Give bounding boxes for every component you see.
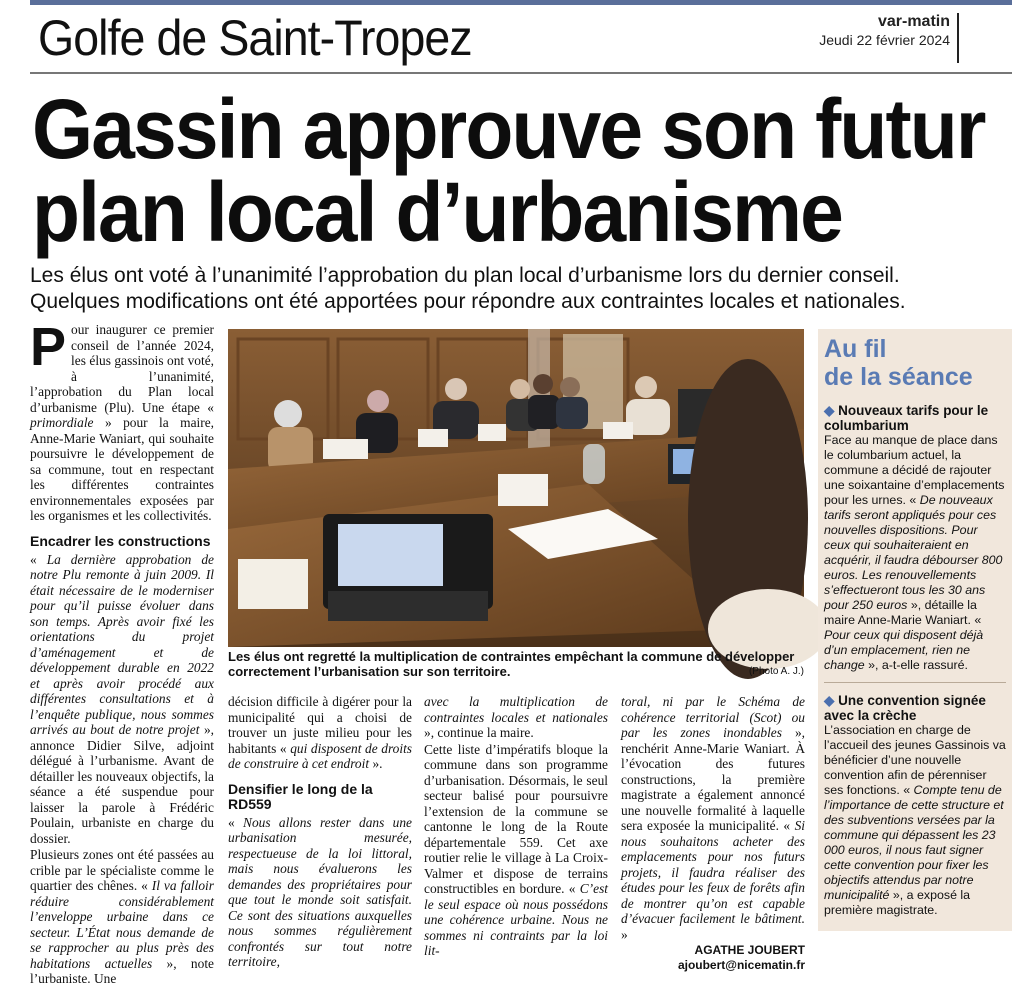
subhead-densifier: Densifier le long de la RD559: [228, 780, 373, 812]
sidebar-item-1-quote-2: Pour ceux qui disposent déjà d’un emplacement, rien ne change: [824, 628, 984, 672]
top-color-bar: [30, 0, 1012, 5]
photo-caption: [228, 649, 804, 679]
headline-line-1: Gassin approuve son futur: [32, 82, 985, 176]
intro-quote: primordiale: [30, 415, 94, 430]
masthead-divider: [957, 13, 959, 63]
author-name: AGATHE JOUBERT: [694, 943, 805, 957]
column-3-paragraph-1: [424, 694, 608, 741]
council-photo: [228, 329, 804, 647]
article-column-4: [621, 694, 805, 973]
column-4-quote: toral, ni par le Schéma de cohérence territorial (Scot) ou par les zones inondables: [621, 694, 805, 740]
headline: [32, 82, 985, 259]
diamond-bullet-icon: ◆: [824, 403, 835, 418]
sidebar-item-1-text-end: », détaille la maire Anne-Marie Waniart. «: [824, 598, 982, 627]
standfirst: [30, 263, 1010, 315]
sidebar-item-1-heading: Nouveaux tarifs pour le columbarium: [824, 403, 989, 433]
brand-name: var-matin: [877, 13, 950, 30]
drop-cap: P: [30, 317, 67, 377]
column-3-text-2: Cette liste d’impératifs bloque la commune dans son programme d’urbanisation. Désormais, le seul secteur balisé pour poursuivre l’extension de la commune se cantonne le long de la Route départementale 559. Cet axe routier relie le village à La Croix-Valmer et dispose de terrains constructibles en bordure. «: [424, 741, 608, 896]
standfirst-line-2: Quelques modifications ont été apportées pour répondre aux contraintes locales et nationales.: [30, 290, 906, 313]
paragraph-3: [30, 847, 214, 987]
paragraph-3-end: », note l’urbaniste. Une: [30, 955, 214, 986]
article-column-3: [424, 694, 608, 960]
intro-paragraph: [30, 317, 214, 524]
sidebar-item-2-quote: Compte tenu de l’importance de cette structure et des subventions versées par la commune qui dépassent les 23 000 euros, il nous faut signer cette convention pour fixer les objectifs attendus par notre municipalité: [824, 783, 1004, 902]
column-2-text-end: ».: [372, 756, 383, 771]
diamond-bullet-icon: ◆: [824, 693, 835, 708]
sidebar-item-creche-text: [824, 723, 1006, 918]
sidebar-item-2-text: L’association en charge de l’accueil des jeunes Gassinois va bénéficier d’une nouvelle convention afin de pérenniser ses fonctions. «: [824, 723, 1006, 797]
column-2-text: décision difficile à digérer pour la municipalité qui a choisi de trouver un juste milieu pour les habitants «: [228, 694, 412, 756]
quote-open-2: «: [228, 814, 235, 830]
sidebar-title: [824, 335, 1006, 391]
paragraph-2-end: », annonce Didier Silve, adjoint délégué à l’urbanisme. Avant de détailler les nouveaux objectifs, la séance a été suspendue pour laisser la parole à Frédéric Poulain, urbaniste en charge du dossier.: [30, 722, 214, 846]
header-rule: [30, 72, 1012, 74]
sidebar-item-1-text: Face au manque de place dans le columbarium actuel, la commune a décidé de rajouter une soixantaine d’emplacements pour les urnes. «: [824, 433, 1005, 507]
quote-silve: La dernière approbation de notre Plu remonte à juin 2009. Il était nécessaire de le moderniser pour qu’il puisse évoluer dans son temps. Après avoir fixé les orientations du projet d’aménagement et de développement durable en 2022 et après avoir procédé aux différentes consultations et à l’enquête publique, nous sommes arrivés au bout de notre projet: [30, 551, 214, 737]
paragraph-3-text: Plusieurs zones ont été passées au crible par le spécialiste comme le quartier des chênes. «: [30, 847, 214, 893]
column-2-quote: qui disposent de droits de construire à cet endroit: [228, 740, 413, 771]
column-3-paragraph-2: [424, 742, 608, 959]
sidebar-item-columbarium-text: [824, 433, 1006, 673]
sidebar-item-creche-title: [824, 693, 1006, 723]
author-email: ajoubert@nicematin.fr: [677, 958, 805, 972]
masthead: [819, 13, 950, 49]
paragraph-2: [30, 552, 214, 847]
column-4-paragraph-1: [621, 694, 805, 942]
headline-line-2: plan local d’urbanisme: [32, 165, 842, 259]
article-column-2: [228, 694, 412, 971]
intro-text-end: » pour la maire, Anne-Marie Waniart, qui souhaite poursuivre le développement de sa commune, tout en respectant les différentes contraintes environnementales exposées par les organismes et les collectivités.: [30, 415, 214, 523]
column-4-text: », renchérit Anne-Marie Waniart. À l’évocation des futures constructions, la première magistrate a également annoncé une nouvelle formalité à laquelle sera exposée la municipalité. «: [621, 725, 805, 833]
intro-text: our inaugurer ce premier conseil de l’année 2024, les élus gassinois ont voté, à l’unanimité, l’approbation du Plan local d’urbanisme (Plu). Une étape «: [30, 322, 214, 415]
column-3-quote-2: C’est le seul espace où nous possédons une cohérence urbaine. Nous ne sommes ni contraints par la loi lit-: [424, 881, 608, 958]
sidebar-item-2-heading: Une convention signée avec la crèche: [824, 693, 986, 723]
section-title: Golfe de Saint-Tropez: [38, 10, 472, 66]
article-column-1: [30, 317, 214, 988]
column-2-paragraph-2: [228, 815, 412, 970]
column-3-text: », continue la maire.: [424, 725, 534, 740]
quote-open: «: [30, 551, 37, 567]
caption-text: Les élus ont regretté la multiplication de contraintes empêchant la commune de développer correctement l’urbanisation sur son territoire.: [228, 649, 795, 679]
quote-close: »: [621, 926, 628, 942]
subhead-encadrer: Encadrer les constructions: [30, 532, 211, 549]
sidebar-item-1-text-end-2: », a-t-elle rassuré.: [868, 658, 968, 672]
sidebar-au-fil-de-la-seance: [818, 329, 1012, 931]
standfirst-line-1: Les élus ont voté à l’unanimité l’approbation du plan local d’urbanisme lors du dernier conseil.: [30, 264, 900, 287]
quote-urbaniste: Il va falloir réduire considérablement l’enveloppe urbaine dans ce secteur. L’État nous demande de se rapprocher au plus près des habitations actuelles: [30, 878, 214, 971]
column-3-quote: avec la multiplication de contraintes locales et nationales: [424, 694, 608, 725]
sidebar-item-2-text-end: », a exposé la première magistrate.: [824, 888, 971, 917]
sidebar-item-1-quote: De nouveaux tarifs seront appliqués pour ces nouvelles dispositions. Pour ceux qui souhaiteraient en acquérir, il faudra débourser 800 euros. Les renouvellements s’effectueront tous les 30 ans pour 250 euros: [824, 493, 1003, 612]
column-2-paragraph-1: [228, 694, 412, 772]
sidebar-title-line-2: de la séance: [824, 363, 973, 391]
sidebar-item-columbarium-title: [824, 403, 1006, 433]
council-meeting-illustration: [228, 329, 804, 647]
column-4-quote-2: Si nous souhaitons acheter des emplacements pour nos futurs projets, il faudra réaliser des études pour les feux de forêts afin de montrer qu’on est capable d’évacuer facilement le bâtiment.: [621, 818, 805, 926]
sidebar-divider: [824, 682, 1006, 683]
photo-credit: (Photo A. J.): [748, 666, 804, 677]
publication-date: Jeudi 22 février 2024: [819, 32, 950, 48]
sidebar-title-line-1: Au fil: [824, 335, 887, 363]
quote-maire: Nous allons rester dans une urbanisation mesurée, respectueuse de la loi littoral, mais nous évaluerons les demandes des propriétaires pour que tout le monde soit satisfait. Ce sont des situations auxquelles nous sommes régulièrement confrontés sur tout notre territoire,: [228, 814, 412, 969]
